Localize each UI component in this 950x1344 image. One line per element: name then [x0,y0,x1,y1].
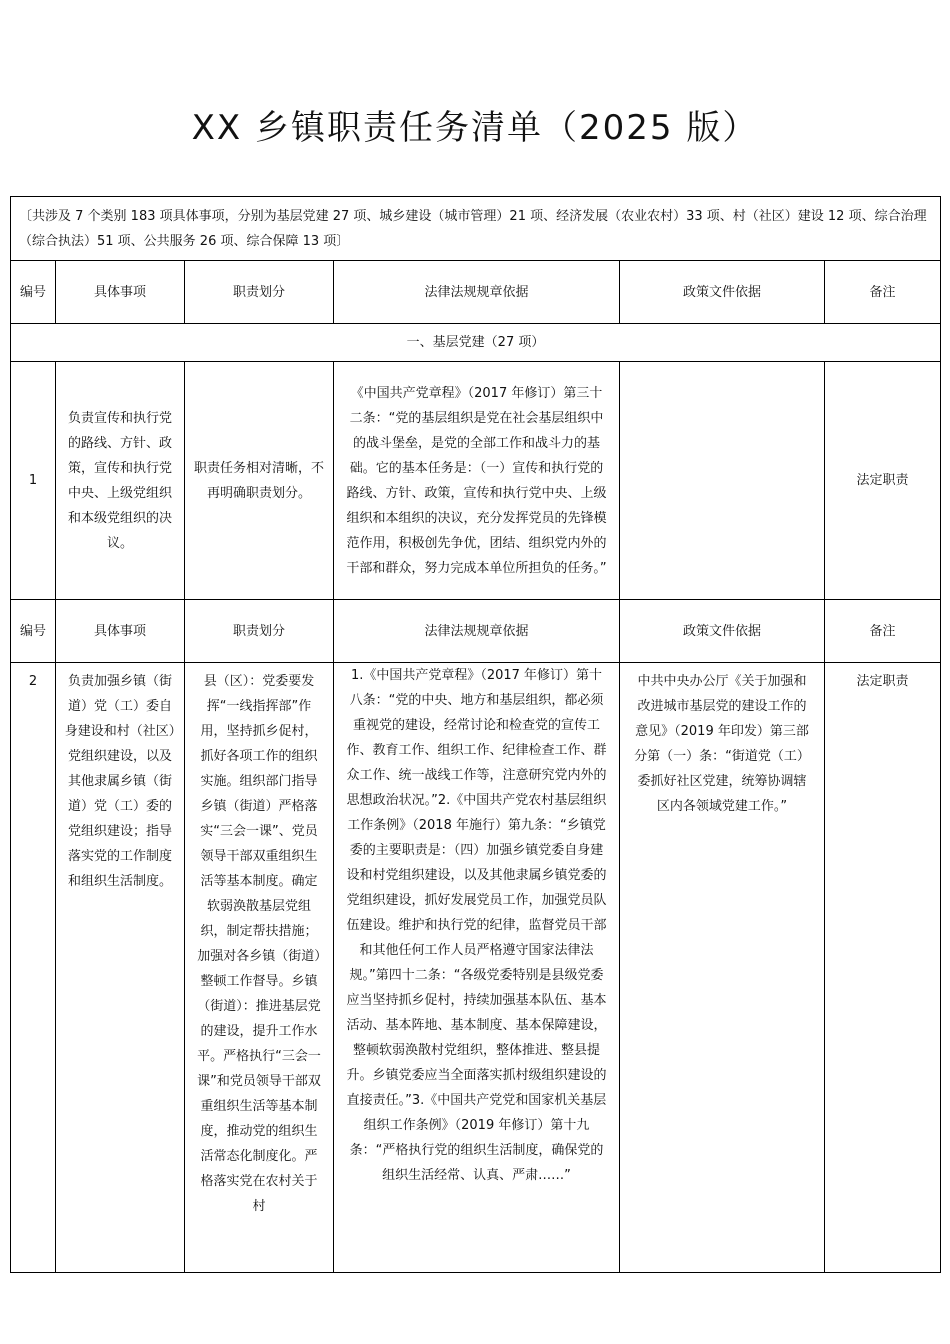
row-law: 《中国共产党章程》（2017 年修订）第三十二条：“党的基层组织是党在社会基层组织中的战斗堡垒，是党的全部工作和战斗力的基础。它的基本任务是：（一）宣传和执行党的路线、方针、政策，宣传和执行党中央、上级组织和本组织的决议，充分发挥党员的先锋模范作用，积极创先争优，团结、组织党内外的干部和群众，努力完成本单位所担负的任务。” [334,362,620,600]
row-item: 负责加强乡镇（街道）党（工）委自身建设和村（社区）党组织建设，以及其他隶属乡镇（街道）党（工）委的党组织建设；指导落实党的工作制度和组织生活制度。 [56,663,185,1273]
row-duty: 县（区）：党委要发挥“一线指挥部”作用，坚持抓乡促村，抓好各项工作的组织实施。组织部门指导乡镇（街道）严格落实“三会一课”、党员领导干部双重组织生活等基本制度。确定软弱涣散基层党组织，制定帮扶措施；加强对各乡镇（街道）整顿工作督导。乡镇（街道）：推进基层党的建设，提升工作水平。严格执行“三会一课”和党员领导干部双重组织生活等基本制度，推动党的组织生活常态化制度化。严格落实党在农村关于村 [185,663,334,1273]
section-row [11,324,941,362]
duty-list-table [10,196,941,1273]
row-policy [620,362,825,600]
row-no: 1 [11,362,56,600]
table-row [11,362,941,600]
header-remark: 备注 [825,261,941,324]
header-duty: 职责划分 [185,261,334,324]
header-row-repeat [11,600,941,663]
row-item: 负责宣传和执行党的路线、方针、政策，宣传和执行党中央、上级党组织和本级党组织的决议。 [56,362,185,600]
header-no: 编号 [11,261,56,324]
header-remark: 备注 [825,600,941,663]
header-law: 法律法规规章依据 [334,261,620,324]
summary-row [11,197,941,261]
header-item: 具体事项 [56,600,185,663]
table-row [11,663,941,1273]
row-policy: 中共中央办公厅《关于加强和改进城市基层党的建设工作的意见》（2019 年印发）第三部分第（一）条：“街道党（工）委抓好社区党建，统筹协调辖区内各领域党建工作。” [620,663,825,1273]
header-duty: 职责划分 [185,600,334,663]
row-law: 1.《中国共产党章程》（2017 年修订）第十八条：“党的中央、地方和基层组织，都必须重视党的建设，经常讨论和检查党的宣传工作、教育工作、组织工作、纪律检查工作、群众工作、统一战线工作等，注意研究党内外的思想政治状况。”2.《中国共产党农村基层组织工作条例》（2018 年施行）第九条：“乡镇党委的主要职责是：（四）加强乡镇党委自身建设和村党组织建设，以及其他隶属乡镇党委的党组织建设，抓好发展党员工作，加强党员队伍建设。维护和执行党的纪律，监督党员干部和其他任何工作人员严格遵守国家法律法规。”第四十二条：“各级党委特别是县级党委应当坚持抓乡促村，持续加强基本队伍、基本活动、基本阵地、基本制度、基本保障建设，整顿软弱涣散村党组织，整体推进、整县提升。乡镇党委应当全面落实抓村级组织建设的直接责任。”3.《中国共产党党和国家机关基层组织工作条例》（2019 年修订）第十九条：“严格执行党的组织生活制度，确保党的组织生活经常、认真、严肃……” [334,663,620,1273]
header-item: 具体事项 [56,261,185,324]
header-policy: 政策文件依据 [620,261,825,324]
header-policy: 政策文件依据 [620,600,825,663]
section-title: 一、基层党建（27 项） [11,324,941,362]
row-remark: 法定职责 [825,663,941,1273]
header-law: 法律法规规章依据 [334,600,620,663]
row-duty: 职责任务相对清晰，不再明确职责划分。 [185,362,334,600]
summary-text: 〔共涉及 7 个类别 183 项具体事项，分别为基层党建 27 项、城乡建设（城市管理）21 项、经济发展（农业农村）33 项、村（社区）建设 12 项、综合治理（综合执法）51 项、公共服务 26 项、综合保障 13 项〕 [11,197,941,261]
header-row [11,261,941,324]
header-no: 编号 [11,600,56,663]
row-remark: 法定职责 [825,362,941,600]
row-no: 2 [11,663,56,1273]
page-title: XX 乡镇职责任务清单（2025 版） [191,108,759,148]
